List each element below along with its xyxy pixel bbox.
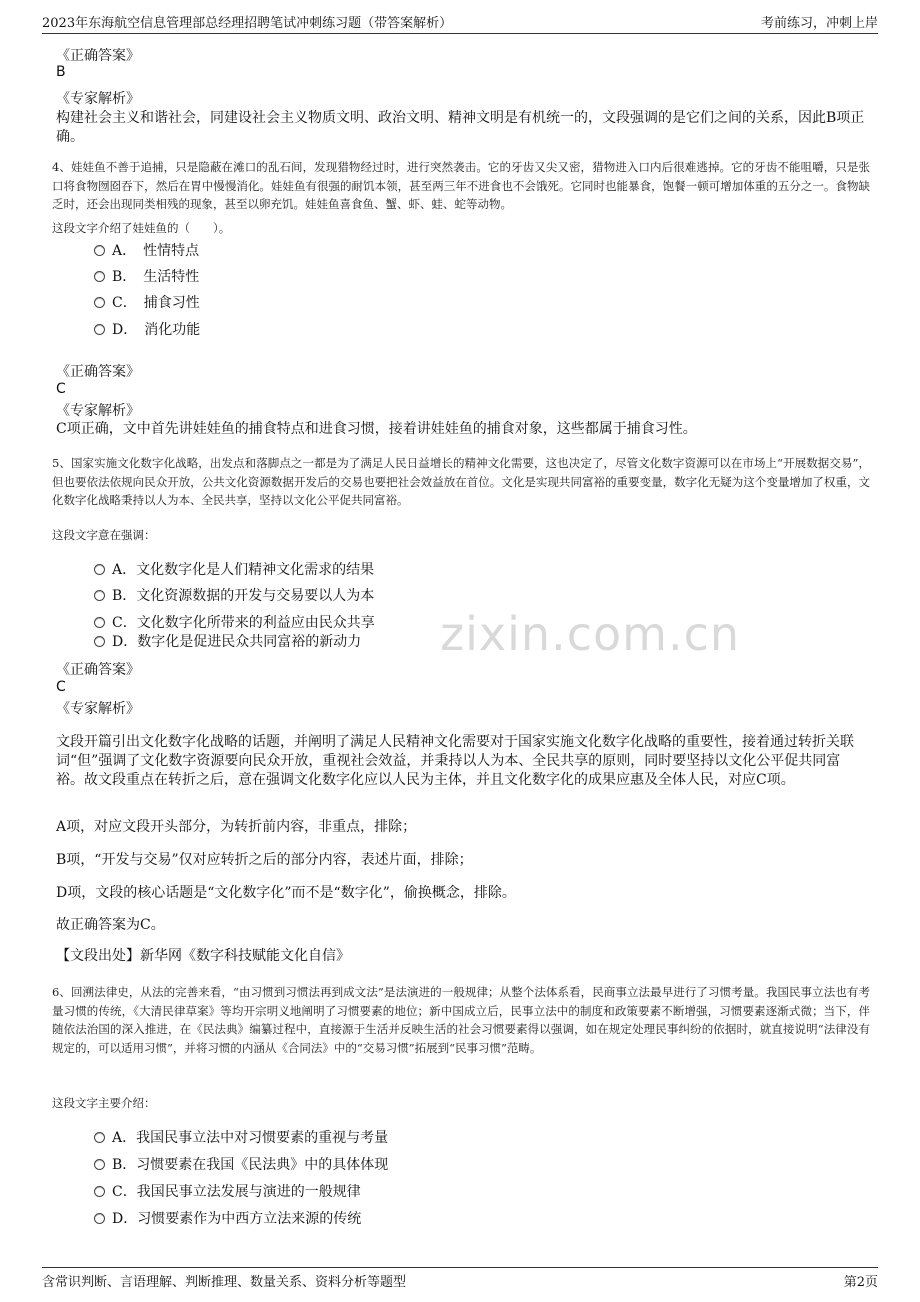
radio-icon[interactable] xyxy=(94,1159,105,1170)
header-rule xyxy=(42,33,878,34)
answer-value: B xyxy=(56,64,66,80)
option-a[interactable]: A．我国民事立法中对习惯要素的重视与考量 xyxy=(94,1128,388,1148)
radio-icon[interactable] xyxy=(94,271,105,282)
analysis-item-b: B项，“开发与交易”仅对应转折之后的部分内容，表述片面，排除； xyxy=(56,852,473,868)
analysis-item-d: D项，文段的核心话题是“文化数字化”而不是“数字化”，偷换概念，排除。 xyxy=(56,885,516,901)
answer-label: 《正确答案》 xyxy=(56,48,140,64)
question-4-prompt: 这段文字介绍了娃娃鱼的（ ）。 xyxy=(52,221,231,235)
radio-icon[interactable] xyxy=(94,564,105,575)
analysis-text: C项正确，文中首先讲娃娃鱼的捕食特点和进食习惯，接着讲娃娃鱼的捕食对象，这些都属于捕食习性。 xyxy=(56,421,697,437)
radio-icon[interactable] xyxy=(94,1213,105,1224)
option-b[interactable]: B． 生活特性 xyxy=(94,267,199,287)
radio-icon[interactable] xyxy=(94,590,105,601)
analysis-label: 《专家解析》 xyxy=(56,701,140,717)
analysis-label: 《专家解析》 xyxy=(56,403,140,419)
option-c[interactable]: C． 捕食习性 xyxy=(94,293,200,313)
document-title: 2023年东海航空信息管理部总经理招聘笔试冲刺练习题（带答案解析） xyxy=(42,16,453,31)
analysis-item-a: A项，对应文段开头部分，为转折前内容，非重点，排除； xyxy=(56,819,417,835)
analysis-conclusion: 故正确答案为C。 xyxy=(56,917,165,933)
option-c[interactable]: C．文化数字化所带来的利益应由民众共享 xyxy=(94,613,375,633)
radio-icon[interactable] xyxy=(94,617,105,628)
radio-icon[interactable] xyxy=(94,1132,105,1143)
analysis-text: 构建社会主义和谐社会，同建设社会主义物质文明、政治文明、精神文明是有机统一的，文段强调的是它们之间的关系，因此B项正确。 xyxy=(56,110,865,145)
source-citation: 【文段出处】新华网《数字科技赋能文化自信》 xyxy=(56,948,350,964)
option-b[interactable]: B．文化资源数据的开发与交易要以人为本 xyxy=(94,586,374,606)
radio-icon[interactable] xyxy=(94,1186,105,1197)
option-d[interactable]: D． 消化功能 xyxy=(94,320,200,340)
option-a[interactable]: A． 性情特点 xyxy=(94,241,199,261)
answer-label: 《正确答案》 xyxy=(56,364,140,380)
header-slogan: 考前练习，冲刺上岸 xyxy=(760,16,878,31)
option-d[interactable]: D．习惯要素作为中西方立法来源的传统 xyxy=(94,1209,361,1229)
page-number: 第2页 xyxy=(843,1275,878,1290)
question-4-text: 4、娃娃鱼不善于追捕，只是隐蔽在滩口的乱石间，发现猎物经过时，进行突然袭击。它的牙齿又尖又密，猎物进入口内后很难逃掉。它的牙齿不能咀嚼，只是张口将食物囫囵吞下，然后在胃中慢慢消化。娃娃鱼有很强的耐饥本领，甚至两三年不进食也不会饿死。它同时也能暴食，饱餐一顿可增加体重的五分之一。食物缺乏时，还会出现同类相残的现象，甚至以卵充饥。娃娃鱼喜食鱼、蟹、虾、蛙、蛇等动物。 xyxy=(52,160,870,212)
answer-label: 《正确答案》 xyxy=(56,662,140,678)
option-a[interactable]: A．文化数字化是人们精神文化需求的结果 xyxy=(94,560,374,580)
option-d[interactable]: D．数字化是促进民众共同富裕的新动力 xyxy=(94,632,361,652)
analysis-text: 文段开篇引出文化数字化战略的话题，并阐明了满足人民精神文化需要对于国家实施文化数字化战略的重要性，接着通过转折关联词“但”强调了文化数字资源要向民众开放，重视社会效益，并秉持以人为本、全民共享的原则，同时要坚持以文化公平促共同富裕。故文段重点在转折之后，意在强调文化数字化应以人民为主体，并且文化数字化的成果应惠及全体人民，对应C项。 xyxy=(56,734,854,788)
radio-icon[interactable] xyxy=(94,636,105,647)
question-5-prompt: 这段文字意在强调： xyxy=(52,528,156,542)
radio-icon[interactable] xyxy=(94,297,105,308)
answer-value: C xyxy=(56,679,66,695)
option-b[interactable]: B．习惯要素在我国《民法典》中的具体体现 xyxy=(94,1155,388,1175)
option-c[interactable]: C．我国民事立法发展与演进的一般规律 xyxy=(94,1182,361,1202)
analysis-label: 《专家解析》 xyxy=(56,91,140,107)
radio-icon[interactable] xyxy=(94,324,105,335)
footer-topics: 含常识判断、言语理解、判断推理、数量关系、资料分析等题型 xyxy=(42,1275,407,1290)
question-5-text: 5、国家实施文化数字化战略，出发点和落脚点之一都是为了满足人民日益增长的精神文化需要，这也决定了，尽管文化数字资源可以在市场上“开展数据交易”，但也要依法依规向民众开放，公共文化资源数据开发后的交易也要把社会效益放在首位。文化是实现共同富裕的重要变量，数字化无疑为这个变量增加了权重，文化数字化战略秉持以人为本、全民共享，坚持以文化公平促共同富裕。 xyxy=(52,456,870,508)
watermark: zixin.com.cn xyxy=(440,607,741,661)
question-6-text: 6、回溯法律史，从法的完善来看，“由习惯到习惯法再到成文法”是法演进的一般规律；从整个法体系看，民商事立法最早进行了习惯考量。我国民事立法也有考量习惯的传统，《大清民律草案》等均开宗明义地阐明了习惯要素的地位；新中国成立后，民事立法中的制度和政策要素不断增强，习惯要素逐渐式微；当下，伴随依法治国的深入推进，在《民法典》编纂过程中，直接源于生活并反映生活的社会习惯要素得以强调，如在规定处理民事纠纷的依据时，就直接说明“法律没有规定的，可以适用习惯”，并将习惯的内涵从《合同法》中的“交易习惯”拓展到“民事习惯”范畴。 xyxy=(52,985,870,1055)
footer-rule xyxy=(42,1267,878,1268)
question-6-prompt: 这段文字主要介绍： xyxy=(52,1096,156,1110)
radio-icon[interactable] xyxy=(94,245,105,256)
answer-value: C xyxy=(56,381,66,397)
